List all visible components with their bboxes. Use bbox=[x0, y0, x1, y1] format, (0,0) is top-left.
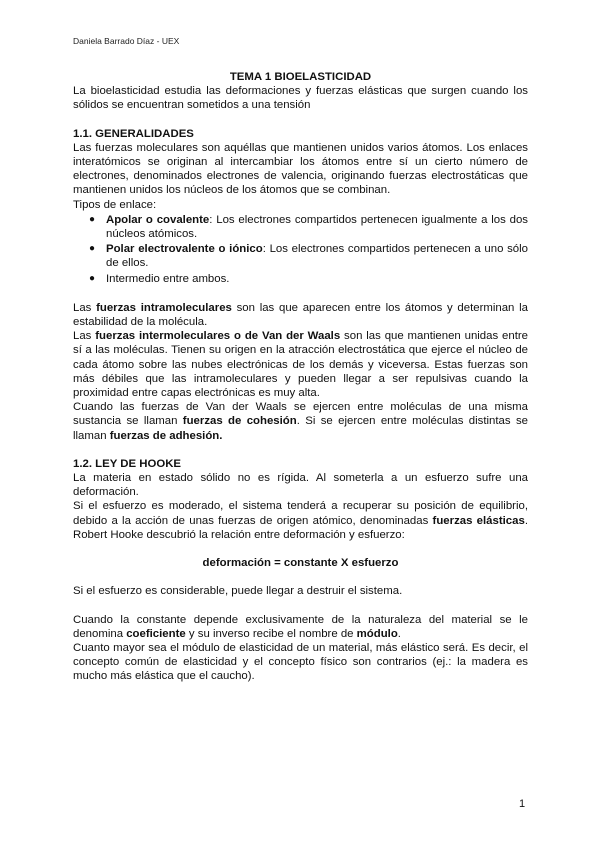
section-heading-generalidades: 1.1. GENERALIDADES bbox=[73, 127, 194, 140]
bond-types-list bbox=[73, 213, 528, 286]
paragraph-materia-solida: La materia en estado sólido no es rígida. Al someterla a un esfuerzo sufre una deformación. bbox=[73, 472, 528, 499]
paragraph-modulo-elasticidad: Cuanto mayor sea el módulo de elasticidad de un material, más elástico será. Es decir, el concepto común de elasticidad y el concepto físico son contrarios (ej.: la madera es mucho más elástica que el caucho). bbox=[73, 641, 528, 683]
paragraph-coeficiente-modulo: Cuando la constante depende exclusivamente de la naturaleza del material se le denomina coeficiente y su inverso recibe el nombre de módulo. bbox=[73, 613, 528, 640]
paragraph-fuerzas-moleculares: Las fuerzas moleculares son aquéllas que mantienen unidos varios átomos. Los enlaces interatómicos se originan al intercambiar los átomos entre sí un cierto número de electrones, denominados electrones de valencia, originando fuerzas electrostáticas que mantienen unidos los núcleos de los átomos que se combinan. bbox=[73, 141, 528, 197]
bullet-icon: ● bbox=[89, 243, 96, 255]
page-header-author: Daniela Barrado Díaz - UEX bbox=[73, 36, 180, 46]
list-item: ● Apolar o covalente: Los electrones compartidos pertenecen igualmente a los dos núcleos atómicos. bbox=[89, 213, 528, 241]
types-label: Tipos de enlace: bbox=[73, 198, 157, 211]
document-title: TEMA 1 BIOELASTICIDAD bbox=[229, 71, 372, 83]
list-item: ● Intermedio entre ambos. bbox=[89, 272, 230, 285]
paragraph-cohesion-adhesion: Cuando las fuerzas de Van der Waals se ejercen entre moléculas de una misma sustancia se llaman fuerzas de cohesión. Si se ejercen entre moléculas distintas se llaman fuerzas de adhesión. bbox=[73, 401, 528, 442]
document-body bbox=[73, 70, 528, 684]
section-heading-ley-de-hooke: 1.2. LEY DE HOOKE bbox=[73, 457, 182, 470]
paragraph-intramoleculares: Las fuerzas intramoleculares son las que aparecen entre los átomos y determinan la estabilidad de la molécula. bbox=[73, 301, 528, 329]
paragraph-fuerzas-elasticas: Si el esfuerzo es moderado, el sistema tenderá a recuperar su posición de equilibrio, debido a la acción de unas fuerzas de origen atómico, denominadas fuerzas elásticas. Robert Hooke descubrió la relación entre deformación y esfuerzo: bbox=[73, 500, 528, 541]
paragraph-van-der-waals: Las fuerzas intermoleculares o de Van der Waals son las que mantienen unidas entre sí a las moléculas. Tienen su origen en la atracción electrostática que ejerce el núcleo de cada átomo sobre las nubes electrónicas de los demás y viceversa. Estas fuerzas son más débiles que las intramoleculares y pueden llegar a ser repulsivas cuando la proximidad entre capas electrónicas es muy alta. bbox=[73, 330, 528, 400]
bullet-icon: ● bbox=[89, 213, 96, 225]
intro-paragraph: La bioelasticidad estudia las deformaciones y fuerzas elásticas que surgen cuando los sólidos se encuentran sometidos a una tensión bbox=[73, 85, 528, 112]
hooke-formula: deformación = constante X esfuerzo bbox=[202, 557, 399, 570]
page-number: 1 bbox=[519, 798, 526, 810]
bullet-icon: ● bbox=[89, 272, 96, 284]
list-item: ● Polar electrovalente o iónico: Los electrones compartidos pertenecen a uno sólo de ellos. bbox=[89, 243, 529, 270]
paragraph-destruir-sistema: Si el esfuerzo es considerable, puede llegar a destruir el sistema. bbox=[73, 585, 403, 598]
